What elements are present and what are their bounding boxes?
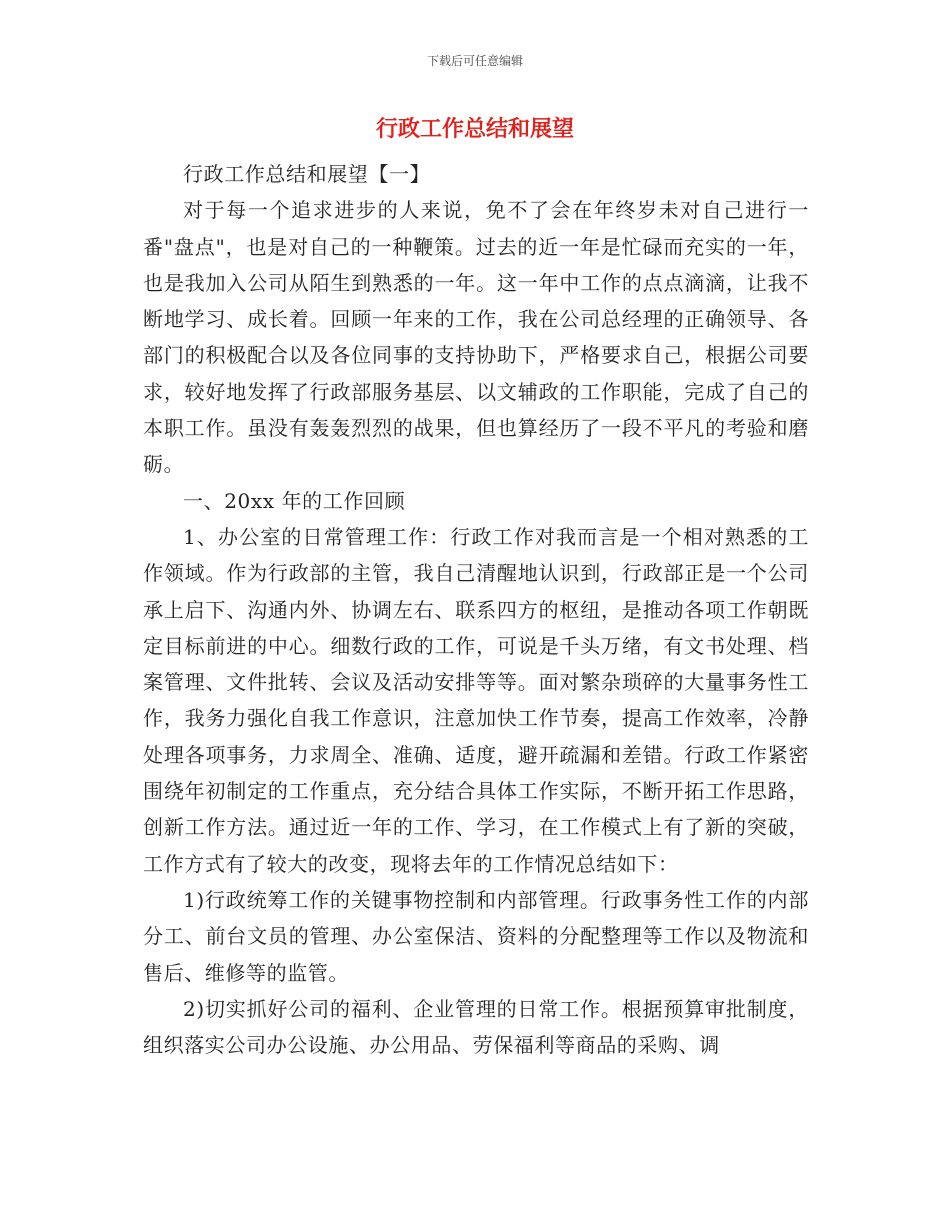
- paragraph-item-2: 2)切实抓好公司的福利、企业管理的日常工作。根据预算审批制度，组织落实公司办公设施、办公用品、劳保福利等商品的采购、调: [143, 996, 809, 1058]
- header-note: 下载后可任意编辑: [426, 54, 523, 68]
- paragraph-office-management: 1、办公室的日常管理工作：行政工作对我而言是一个相对熟悉的工作领域。作为行政部的主管，我自己清醒地认识到，行政部正是一个公司承上启下、沟通内外、协调左右、联系四方的枢纽，是推动各项工作朝既定目标前进的中心。细数行政的工作，可说是千头万绪，有文书处理、档案管理、文件批转、会议及活动安排等等。面对繁杂琐碎的大量事务性工作，我务力强化自我工作意识，注意加快工作节奏，提高工作效率，冷静处理各项事务，力求周全、准确、适度，避开疏漏和差错。行政工作紧密围绕年初制定的工作重点，充分结合具体工作实际，不断开拓工作思路，创新工作方法。通过近一年的工作、学习，在工作模式上有了新的突破，工作方式有了较大的改变，现将去年的工作情况总结如下：: [143, 524, 809, 876]
- section-heading: 行政工作总结和展望【一】: [183, 162, 431, 186]
- document-title: 行政工作总结和展望: [375, 117, 574, 142]
- section-subheading: 一、20xx 年的工作回顾: [183, 488, 406, 513]
- document-body: [143, 156, 809, 1063]
- paragraph-intro: 对于每一个追求进步的人来说，免不了会在年终岁未对自己进行一番"盘点"，也是对自己的一种鞭策。过去的近一年是忙碌而充实的一年，也是我加入公司从陌生到熟悉的一年。这一年中工作的点点滴滴，让我不断地学习、成长着。回顾一年来的工作，我在公司总经理的正确领导、各部门的积极配合以及各位同事的支持协助下，严格要求自己，根据公司要求，较好地发挥了行政部服务基层、以文辅政的工作职能，完成了自己的本职工作。虽没有轰轰烈烈的战果，但也算经历了一段不平凡的考验和磨砺。: [143, 198, 809, 477]
- paragraph-item-1: 1)行政统筹工作的关键事物控制和内部管理。行政事务性工作的内部分工、前台文员的管理、办公室保洁、资料的分配整理等工作以及物流和售后、维修等的监管。: [143, 887, 809, 985]
